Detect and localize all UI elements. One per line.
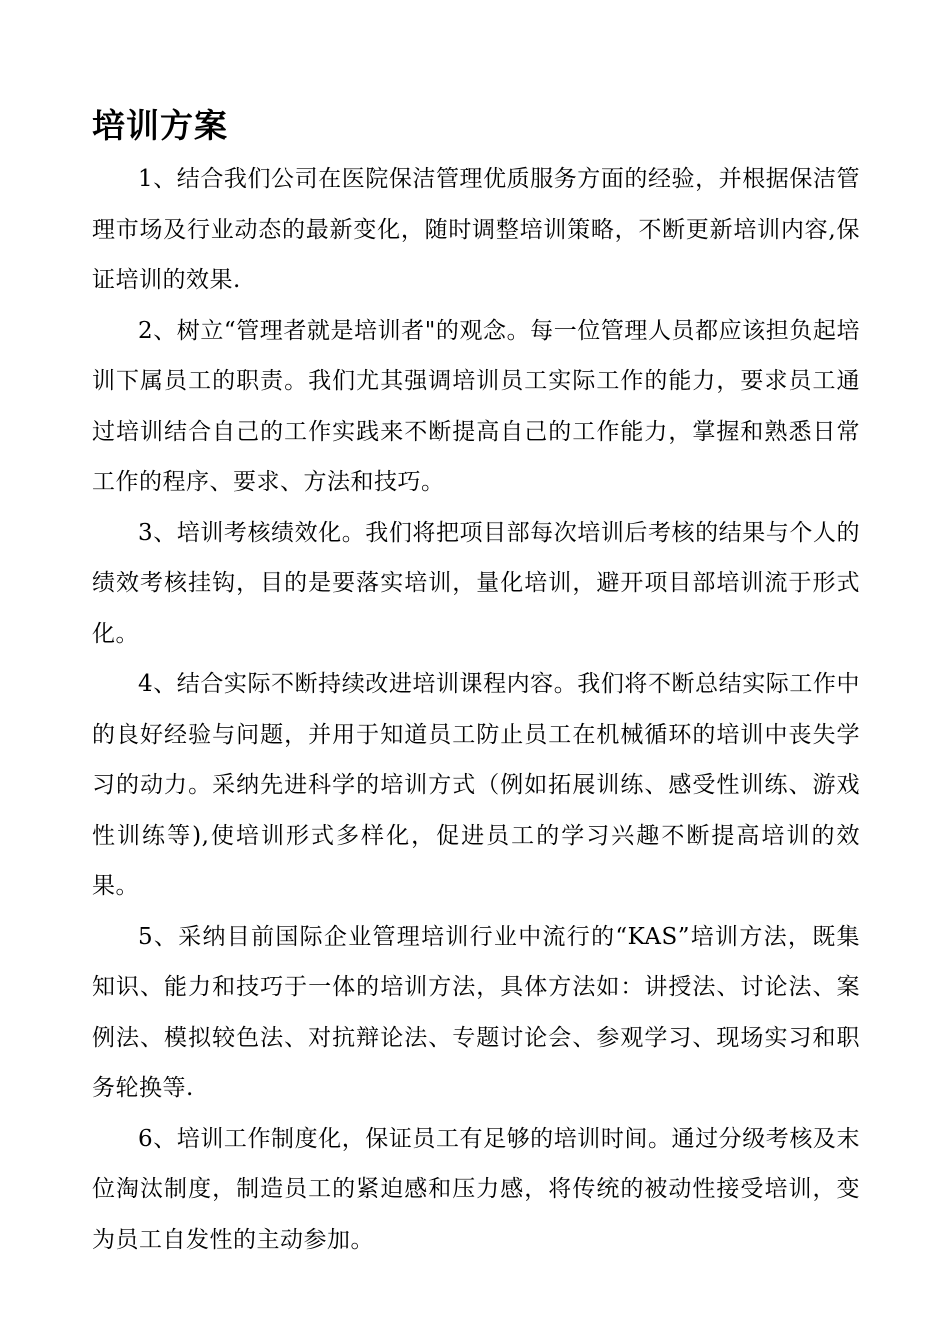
paragraph-4: 4、结合实际不断持续改进培训课程内容。我们将不断总结实际工作中的良好经验与问题，并用于知道员工防止员工在机械循环的培训中丧失学习的动力。采纳先进科学的培训方式（例如拓展训练、感受性训练、游戏性训练等),使培训形式多样化，促进员工的学习兴趣不断提高培训的效果。 [92,671,860,899]
paragraph-5: 5、采纳目前国际企业管理培训行业中流行的“KAS”培训方法，既集知识、能力和技巧于一体的培训方法，具体方法如：讲授法、讨论法、案例法、模拟较色法、对抗辩论法、专题讨论会、参观学习、现场实习和职务轮换等. [92,923,860,1101]
paragraph-6: 6、培训工作制度化，保证员工有足够的培训时间。通过分级考核及末位淘汰制度，制造员工的紧迫感和压力感，将传统的被动性接受培训，变为员工自发性的主动参加。 [92,1125,860,1253]
paragraph-2: 2、树立“管理者就是培训者"的观念。每一位管理人员都应该担负起培训下属员工的职责。我们尤其强调培训员工实际工作的能力，要求员工通过培训结合自己的工作实践来不断提高自己的工作能力，掌握和熟悉日常工作的程序、要求、方法和技巧。 [92,317,860,495]
document-title: 培训方案 [92,106,228,145]
document-page [92,100,860,1265]
paragraph-1: 1、结合我们公司在医院保洁管理优质服务方面的经验，并根据保洁管理市场及行业动态的最新变化，随时调整培训策略，不断更新培训内容,保证培训的效果. [92,166,860,293]
paragraph-3: 3、培训考核绩效化。我们将把项目部每次培训后考核的结果与个人的绩效考核挂钩，目的是要落实培训，量化培训，避开项目部培训流于形式化。 [92,519,860,647]
